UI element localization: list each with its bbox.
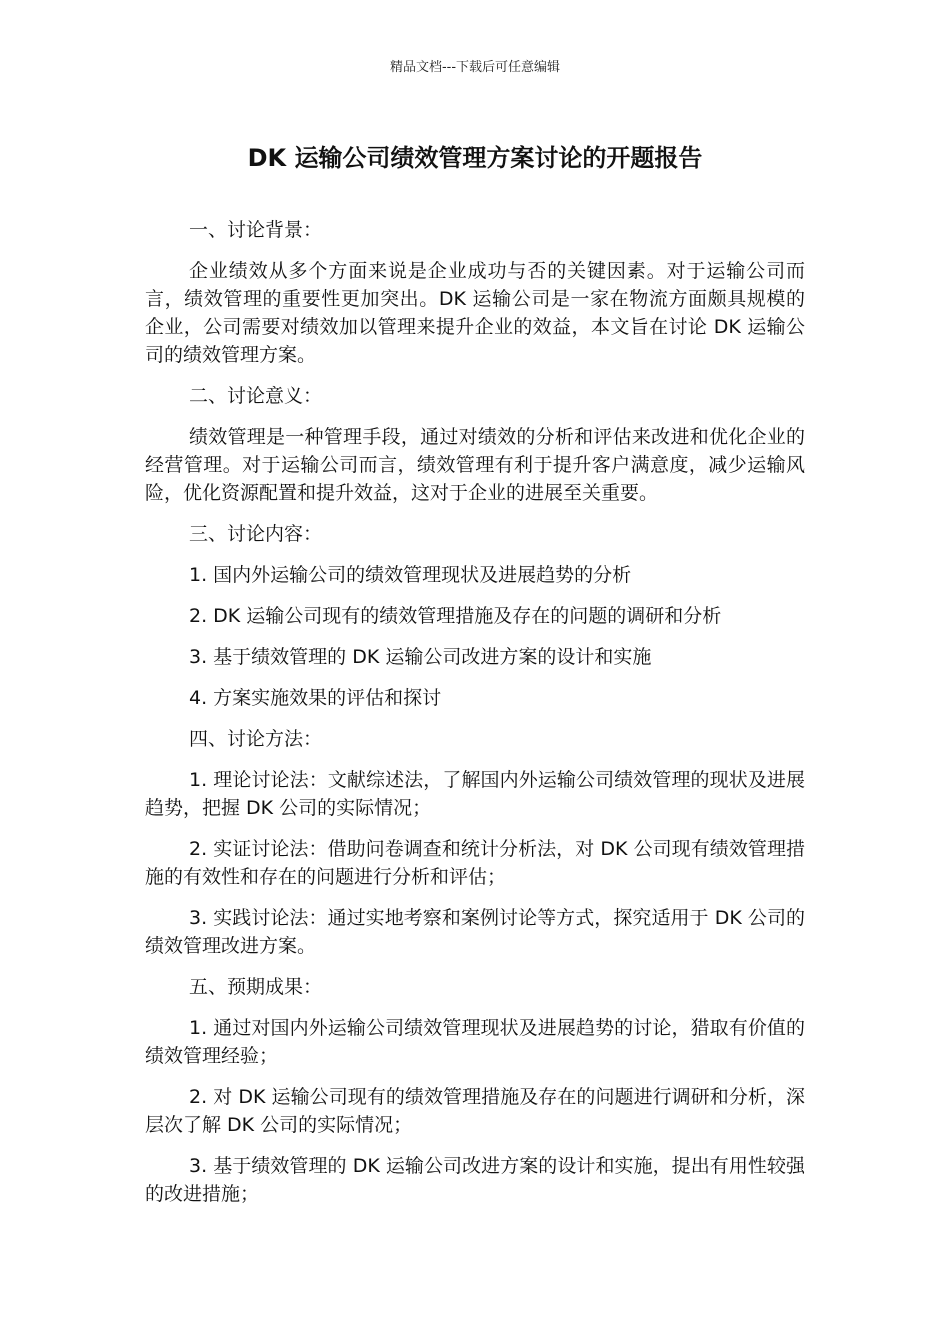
outcome-item-2: 2. 对 DK 运输公司现有的绩效管理措施及存在的问题进行调研和分析，深层次了解 DK 公司的实际情况； [145,1086,805,1136]
paragraph-significance: 绩效管理是一种管理手段，通过对绩效的分析和评估来改进和优化企业的经营管理。对于运输公司而言，绩效管理有利于提升客户满意度，减少运输风险，优化资源配置和提升效益，这对于企业的进展至关重要。 [145,426,805,504]
method-item-1: 1. 理论讨论法：文献综述法，了解国内外运输公司绩效管理的现状及进展趋势，把握 DK 公司的实际情况； [145,769,805,819]
section-heading-methods: 四、讨论方法： [189,728,323,750]
outcome-item-1: 1. 通过对国内外运输公司绩效管理现状及进展趋势的讨论，猎取有价值的绩效管理经验； [145,1017,805,1067]
section-heading-content: 三、讨论内容： [189,523,323,545]
content-item-2: 2. DK 运输公司现有的绩效管理措施及存在的问题的调研和分析 [189,605,722,627]
method-item-2: 2. 实证讨论法：借助问卷调查和统计分析法，对 DK 公司现有绩效管理措施的有效性和存在的问题进行分析和评估； [145,838,805,888]
paragraph-background: 企业绩效从多个方面来说是企业成功与否的关键因素。对于运输公司而言，绩效管理的重要性更加突出。DK 运输公司是一家在物流方面颇具规模的企业，公司需要对绩效加以管理来提升企业的效益，本文旨在讨论 DK 运输公司的绩效管理方案。 [145,260,805,366]
document-title: DK 运输公司绩效管理方案讨论的开题报告 [247,144,703,172]
method-item-3: 3. 实践讨论法：通过实地考察和案例讨论等方式，探究适用于 DK 公司的绩效管理改进方案。 [145,907,805,957]
section-heading-background: 一、讨论背景： [189,219,323,241]
document-body [145,216,805,1221]
section-heading-outcomes: 五、预期成果： [189,976,323,998]
section-heading-significance: 二、讨论意义： [189,385,323,407]
content-item-4: 4. 方案实施效果的评估和探讨 [189,687,442,709]
header-note: 精品文档---下载后可任意编辑 [389,60,561,75]
outcome-item-3: 3. 基于绩效管理的 DK 运输公司改进方案的设计和实施，提出有用性较强的改进措施； [145,1155,805,1205]
content-item-1: 1. 国内外运输公司的绩效管理现状及进展趋势的分析 [189,564,632,586]
content-item-3: 3. 基于绩效管理的 DK 运输公司改进方案的设计和实施 [189,646,652,668]
